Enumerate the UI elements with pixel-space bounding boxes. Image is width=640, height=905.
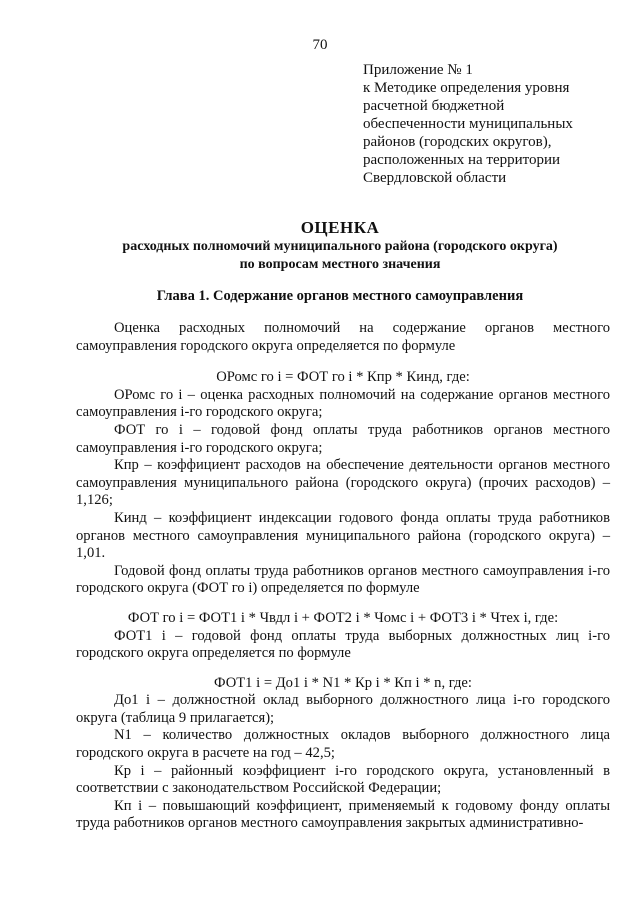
document-body — [76, 320, 610, 833]
page-number: 70 — [312, 37, 328, 53]
paragraph-intro: Оценка расходных полномочий на содержание органов местного самоуправления городского округа определяется по формуле — [76, 320, 610, 354]
title-main: ОЦЕНКА — [300, 218, 380, 237]
paragraph-n1-def: N1 – количество должностных окладов выборного должностного лица городского округа в расчете на год – 42,5; — [76, 727, 610, 762]
paragraph-fot-def: ФОТ го i – годовой фонд оплаты труда работников органов местного самоуправления i-го городского округа; — [76, 421, 610, 456]
paragraph-fot-intro: Годовой фонд оплаты труда работников органов местного самоуправления i-го городского округа (ФОТ го i) определяется по формуле — [76, 562, 610, 597]
formula-fot: ФОТ го i = ФОТ1 i * Чвдл i + ФОТ2 i * Чомс i + ФОТ3 i * Чтех i, где: — [127, 609, 559, 626]
paragraph-kp-def: Кп i – повышающий коэффициент, применяемый к годовому фонду оплаты труда работников органов местного самоуправления закрытых административно- — [76, 797, 610, 832]
chapter-heading: Глава 1. Содержание органов местного самоуправления — [156, 288, 524, 304]
appendix-note — [363, 61, 613, 187]
appendix-line: Свердловской области — [363, 170, 507, 186]
formula-oroms: ОРомс го i = ФОТ го i * Кпр * Кинд, где: — [216, 369, 470, 386]
appendix-line: к Методике определения уровня — [363, 80, 570, 96]
formula-fot1: ФОТ1 i = До1 i * N1 * Кр i * Кп i * n, где: — [214, 674, 472, 691]
title-subtitle-line2: по вопросам местного значения — [239, 257, 441, 272]
paragraph-kpr-def: Кпр – коэффициент расходов на обеспечение деятельности органов местного самоуправления муниципального района (городского округа) (прочих расходов) – 1,126; — [76, 457, 610, 509]
paragraph-kind-def: Кинд – коэффициент индексации годового фонда оплаты труда работников органов местного самоуправления муниципального района (городского округа) – 1,01. — [76, 509, 610, 562]
document-title — [40, 218, 640, 274]
paragraph-do1-def: До1 i – должностной оклад выборного должностного лица i-го городского округа (таблица 9 прилагается); — [76, 692, 610, 726]
appendix-line: Приложение № 1 — [363, 62, 473, 78]
appendix-line: обеспеченности муниципальных — [363, 116, 573, 132]
paragraph-fot1-def: ФОТ1 i – годовой фонд оплаты труда выборных должностных лиц i-го городского округа определяется по формуле — [76, 627, 610, 662]
title-subtitle-line1: расходных полномочий муниципального района (городского округа) — [122, 239, 558, 254]
paragraph-kr-def: Кр i – районный коэффициент i-го городского округа, установленный в соответствии с законодательством Российской Федерации; — [76, 762, 610, 797]
appendix-line: расчетной бюджетной — [363, 98, 505, 114]
paragraph-oroms-def: ОРомс го i – оценка расходных полномочий на содержание органов местного самоуправления i-го городского округа; — [76, 386, 610, 421]
appendix-line: расположенных на территории — [363, 152, 561, 168]
appendix-line: районов (городских округов), — [363, 134, 552, 150]
